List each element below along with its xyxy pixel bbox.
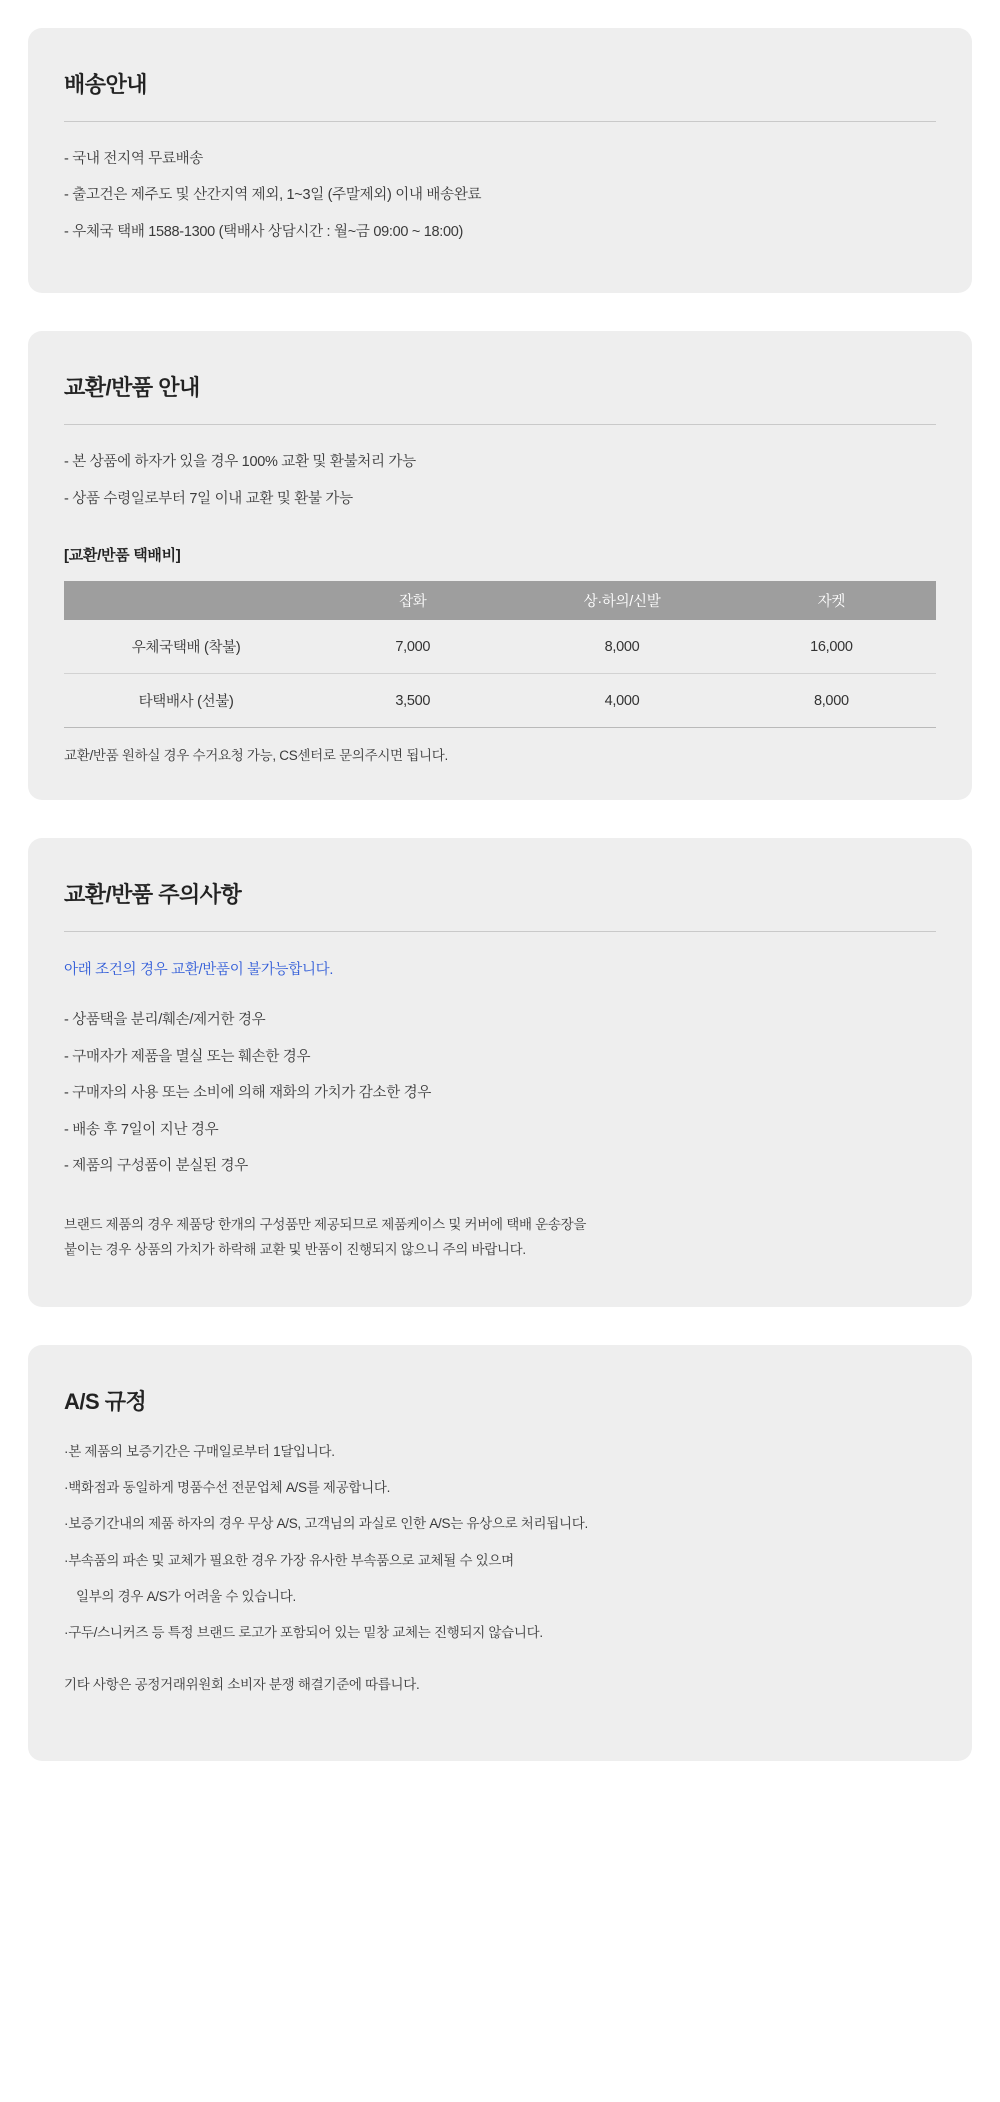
cell-value: 8,000 bbox=[517, 620, 726, 674]
list-item: ·구두/스니커즈 등 특정 브랜드 로고가 포함되어 있는 밑창 교체는 진행되지 않습니다. bbox=[64, 1625, 543, 1641]
caution-title: 교환/반품 주의사항 bbox=[64, 882, 242, 908]
as-title: A/S 규정 bbox=[64, 1388, 147, 1414]
caution-paragraph-line-1: 브랜드 제품의 경우 제품당 한개의 구성품만 제공되므로 제품케이스 및 커버에 택배 운송장을 bbox=[64, 1216, 587, 1232]
caution-list bbox=[64, 1009, 936, 1177]
exchange-note: 교환/반품 원하실 경우 수거요청 가능, CS센터로 문의주시면 됩니다. bbox=[64, 748, 448, 764]
list-item: ·백화점과 동일하게 명품수선 전문업체 A/S를 제공합니다. bbox=[64, 1480, 391, 1496]
list-item: - 구매자가 제품을 멸실 또는 훼손한 경우 bbox=[64, 1048, 311, 1065]
divider bbox=[64, 931, 936, 932]
list-item: - 제품의 구성품이 분실된 경우 bbox=[64, 1158, 248, 1175]
product-policy-page bbox=[0, 28, 1000, 1789]
column-header: 잡화 bbox=[308, 581, 517, 620]
shipping-list bbox=[64, 148, 936, 243]
column-header: 상·하의/신발 bbox=[517, 581, 726, 620]
list-item: ·보증기간내의 제품 하자의 경우 무상 A/S, 고객님의 과실로 인한 A/S는 유상으로 처리됩니다. bbox=[64, 1516, 588, 1532]
cell-label: 우체국택배 (착불) bbox=[64, 620, 308, 674]
shipping-title: 배송안내 bbox=[64, 72, 148, 97]
caution-paragraph bbox=[64, 1212, 936, 1263]
list-item: - 상품택을 분리/훼손/제거한 경우 bbox=[64, 1012, 266, 1029]
list-item: - 배송 후 7일이 지난 경우 bbox=[64, 1121, 219, 1138]
as-list bbox=[64, 1442, 936, 1644]
cell-label: 타택배사 (선불) bbox=[64, 674, 308, 728]
table-row bbox=[64, 674, 936, 728]
cell-value: 3,500 bbox=[308, 674, 517, 728]
as-policy-card bbox=[28, 1345, 972, 1761]
list-item: - 우체국 택배 1588-1300 (택배사 상담시간 : 월~금 09:00 ~ 18:00) bbox=[64, 223, 464, 240]
list-item: - 구매자의 사용 또는 소비에 의해 재화의 가치가 감소한 경우 bbox=[64, 1085, 432, 1102]
cell-value: 8,000 bbox=[727, 674, 936, 728]
shipping-info-card bbox=[28, 28, 972, 293]
list-item: - 출고건은 제주도 및 산간지역 제외, 1~3일 (주말제외) 이내 배송완료 bbox=[64, 187, 482, 204]
exchange-title: 교환/반품 안내 bbox=[64, 375, 200, 401]
as-footer-note: 기타 사항은 공정거래위원회 소비자 분쟁 해결기준에 따릅니다. bbox=[64, 1677, 420, 1693]
divider bbox=[64, 424, 936, 425]
list-item: 일부의 경우 A/S가 어려울 수 있습니다. bbox=[76, 1588, 296, 1604]
exchange-caution-card bbox=[28, 838, 972, 1307]
list-item: - 상품 수령일로부터 7일 이내 교환 및 환불 가능 bbox=[64, 490, 353, 507]
cell-value: 7,000 bbox=[308, 620, 517, 674]
fee-table-heading: [교환/반품 택배비] bbox=[64, 547, 181, 565]
list-item: - 본 상품에 하자가 있을 경우 100% 교환 및 환불처리 가능 bbox=[64, 454, 416, 471]
column-header bbox=[64, 581, 308, 620]
exchange-return-info-card bbox=[28, 331, 972, 800]
exchange-list bbox=[64, 451, 936, 510]
column-header: 자켓 bbox=[727, 581, 936, 620]
list-item: ·본 제품의 보증기간은 구매일로부터 1달입니다. bbox=[64, 1443, 335, 1459]
table-header-row bbox=[64, 581, 936, 620]
bottom-spacer bbox=[0, 1761, 1000, 1789]
caution-paragraph-line-2: 붙이는 경우 상품의 가치가 하락해 교환 및 반품이 진행되지 않으니 주의 바랍니다. bbox=[64, 1242, 526, 1258]
list-item: - 국내 전지역 무료배송 bbox=[64, 151, 204, 167]
list-item: ·부속품의 파손 및 교체가 필요한 경우 가장 유사한 부속품으로 교체될 수 있으며 bbox=[64, 1552, 514, 1568]
cell-value: 4,000 bbox=[517, 674, 726, 728]
divider bbox=[64, 121, 936, 122]
caution-lead-text: 아래 조건의 경우 교환/반품이 불가능합니다. bbox=[64, 962, 334, 979]
exchange-fee-table bbox=[64, 581, 936, 728]
cell-value: 16,000 bbox=[727, 620, 936, 674]
table-row bbox=[64, 620, 936, 674]
